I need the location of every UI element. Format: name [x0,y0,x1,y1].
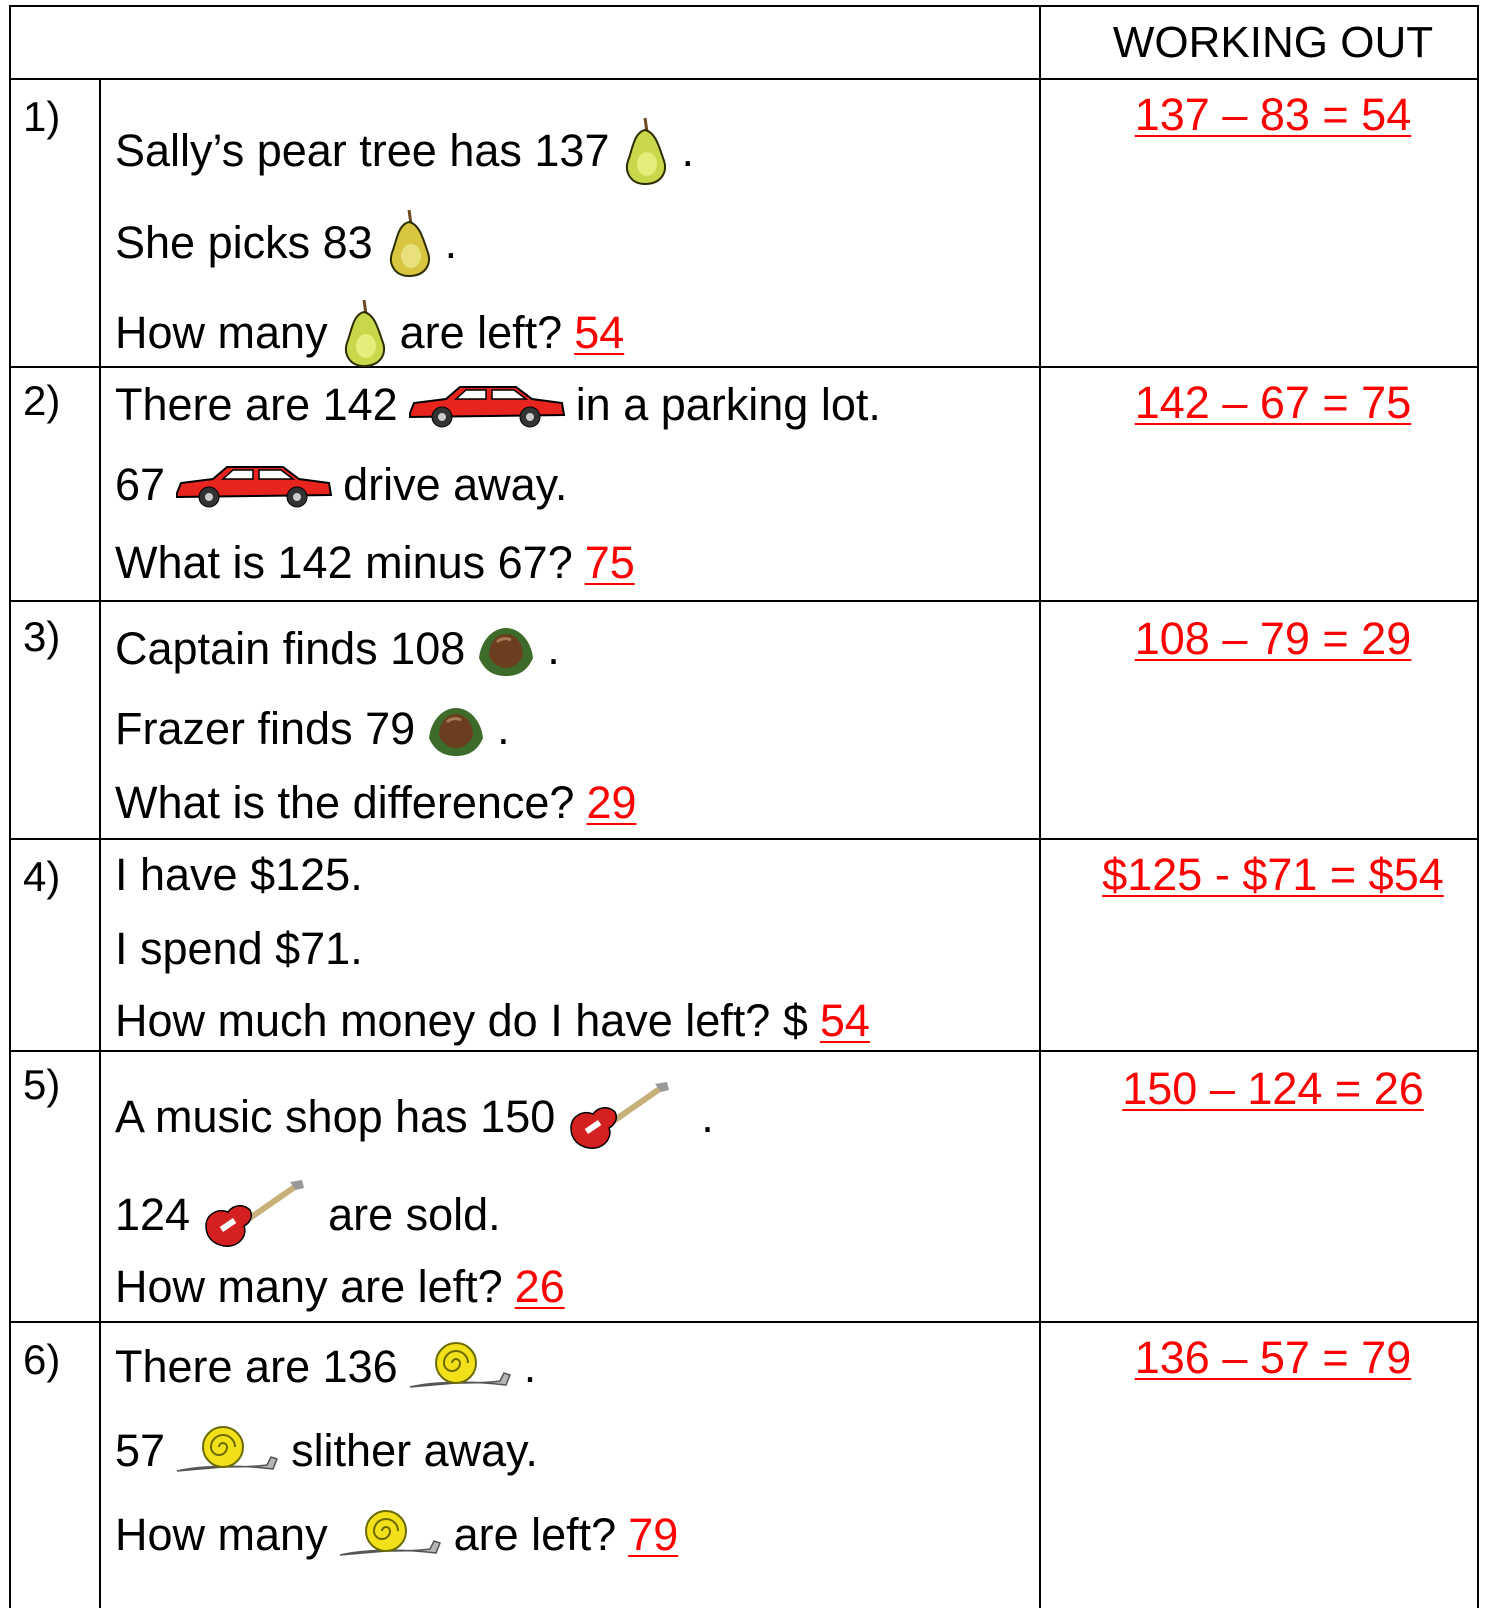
problem-text: A music shop has 150 [115,1091,556,1142]
problem-text: in a parking lot. [575,379,881,430]
problem-row [9,1321,1479,1608]
answer: 75 [584,537,635,588]
pear-icon [381,206,437,280]
answer: 79 [628,1509,679,1560]
problem-text: . [547,623,560,674]
problem-text: How many are left? [115,1261,503,1312]
problem-row [9,366,1479,600]
problem-text: 67 [115,459,166,510]
problem-text: drive away. [343,459,568,510]
problem-number: 2) [23,377,61,424]
snail-icon [173,1421,283,1481]
problem-line [115,848,363,902]
problem-line [115,922,363,976]
problem-line [115,206,457,280]
problem-text: slither away. [291,1425,538,1476]
problem-text: She picks 83 [115,217,373,268]
car-icon [173,459,335,511]
problem-text: Sally’s pear tree has 137 [115,125,610,176]
problem-text: Captain finds 108 [115,623,466,674]
working-out: 150 – 124 = 26 [1122,1063,1424,1114]
pear-icon [617,114,673,188]
guitar-icon [563,1080,673,1154]
problem-line [115,776,637,830]
problem-line [115,114,694,188]
problem-line [115,1421,538,1481]
working-out: 136 – 57 = 79 [1134,1332,1412,1383]
problem-number: 6) [23,1336,61,1383]
problem-text: I have $125. [115,849,363,900]
problem-line [115,1178,501,1252]
snail-icon [406,1337,516,1397]
problem-text: are left? [399,307,563,358]
problem-text: How much money do I have left? $ [115,995,808,1046]
problem-text: 57 [115,1425,166,1476]
problem-line [115,1260,565,1314]
worksheet-table [9,5,1479,1608]
problem-text: . [701,1091,714,1142]
pear-icon [336,296,392,370]
problem-text: 124 [115,1189,191,1240]
problem-text: are left? [453,1509,617,1560]
snail-icon [336,1505,446,1565]
problem-text: I spend $71. [115,923,363,974]
problem-text: What is the difference? [115,777,575,828]
car-icon [406,379,568,431]
problem-number: 5) [23,1061,61,1108]
problem-row [9,1050,1479,1321]
problem-text: . [444,217,458,268]
problem-line [115,1505,678,1565]
answer: 29 [586,777,637,828]
working-out-heading: WORKING OUT [1112,18,1434,67]
problem-number: 3) [23,613,61,660]
problem-text: How many [115,1509,328,1560]
problem-line [115,994,870,1048]
problem-line [115,536,635,590]
problem-line [115,1080,714,1154]
problem-row [9,600,1479,838]
answer: 54 [574,307,625,358]
working-out: 142 – 67 = 75 [1134,377,1412,428]
problem-line [115,1337,536,1397]
problem-row [9,838,1479,1050]
problem-text: are sold. [328,1189,501,1240]
working-out: 108 – 79 = 29 [1134,613,1412,664]
working-out: 137 – 83 = 54 [1134,89,1412,140]
problem-line [115,458,567,512]
problem-number: 4) [23,853,61,900]
problem-text: What is 142 minus 67? [115,537,573,588]
problem-number: 1) [23,93,61,140]
problem-line [115,618,560,680]
problem-line [115,296,624,370]
problem-text: . [681,125,694,176]
problem-text: . [523,1341,537,1392]
problem-text: Frazer finds 79 [115,703,416,754]
working-out: $125 - $71 = $54 [1102,849,1444,900]
problem-text: How many [115,307,328,358]
guitar-icon [198,1178,308,1252]
problem-text: There are 136 [115,1341,398,1392]
problem-line [115,378,881,432]
chestnut-icon [473,618,539,680]
chestnut-icon [423,698,489,760]
table-border-top [9,5,1479,7]
problem-row [9,78,1479,366]
problem-text: . [497,703,510,754]
answer: 26 [514,1261,565,1312]
answer: 54 [819,995,870,1046]
problem-text: There are 142 [115,379,398,430]
problem-line [115,698,510,760]
